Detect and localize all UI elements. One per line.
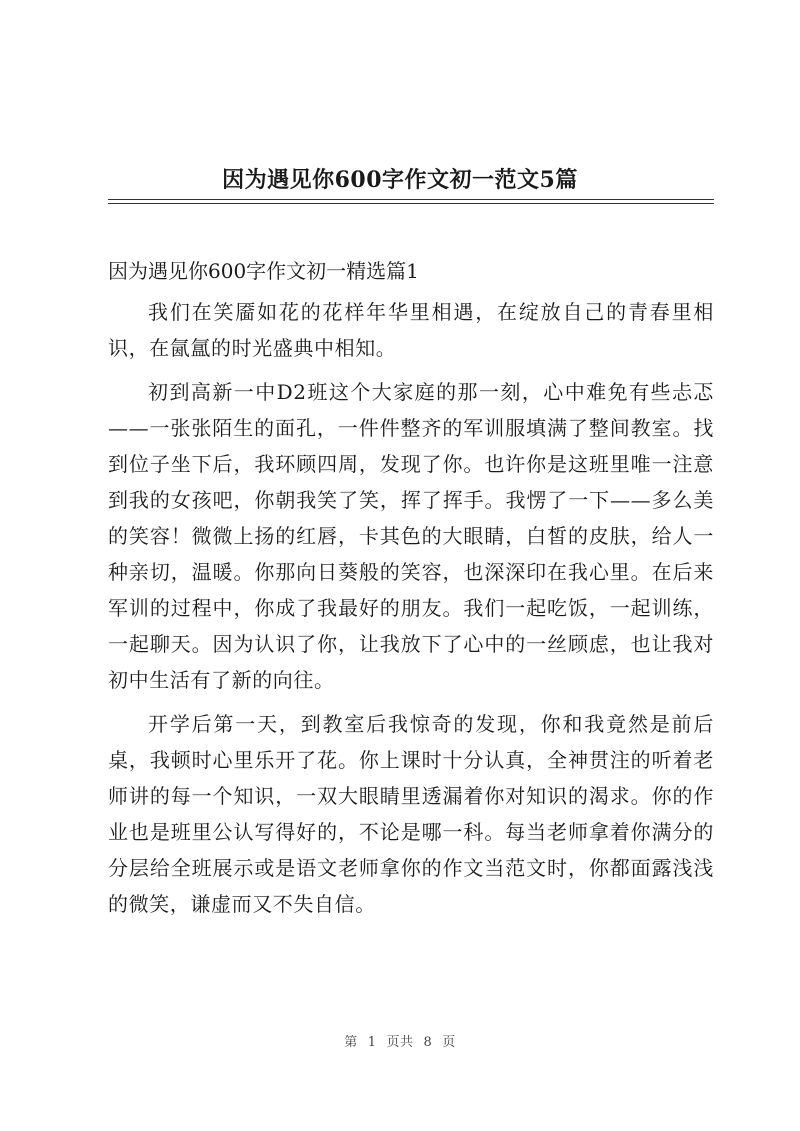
document-body bbox=[108, 253, 714, 930]
page-footer bbox=[0, 1031, 800, 1050]
section-heading: 因为遇见你600字作文初一精选篇1 bbox=[108, 259, 419, 283]
title-rule-top bbox=[108, 199, 714, 200]
paragraph-1: 我们在笑靥如花的花样年华里相遇，在绽放自己的青春里相识，在氤氲的时光盛典中相知。 bbox=[108, 300, 714, 360]
footer-middle: 页共 bbox=[386, 1035, 414, 1050]
document-title: 因为遇见你600字作文初一范文5篇 bbox=[222, 167, 578, 193]
footer-suffix: 页 bbox=[442, 1035, 456, 1050]
paragraph-3: 开学后第一天，到教室后我惊奇的发现，你和我竟然是前后桌，我顿时心里乐开了花。你上课时十分认真，全神贯注的听着老师讲的每一个知识，一双大眼睛里透漏着你对知识的渴求。你的作业也是班里公认写得好的，不论是哪一科。每当老师拿着你满分的分层给全班展示或是语文老师拿你的作文当范文时，你都面露浅浅的微笑，谦虚而又不失自信。 bbox=[108, 712, 714, 916]
title-rule-bottom bbox=[108, 203, 714, 204]
footer-page-number: 1 bbox=[367, 1035, 377, 1050]
footer-prefix: 第 bbox=[344, 1035, 358, 1050]
footer-total-pages: 8 bbox=[423, 1035, 433, 1050]
paragraph-2: 初到高新一中D2班这个大家庭的那一刻，心中难免有些忐忑——一张张陌生的面孔，一件件整齐的军训服填满了整间教室。找到位子坐下后，我环顾四周，发现了你。也许你是这班里唯一注意到我的女孩吧，你朝我笑了笑，挥了挥手。我愣了一下——多么美的笑容！微微上扬的红唇，卡其色的大眼睛，白皙的皮肤，给人一种亲切，温暖。你那向日葵般的笑容，也深深印在我心里。在后来军训的过程中，你成了我最好的朋友。我们一起吃饭，一起训练，一起聊天。因为认识了你，让我放下了心中的一丝顾虑，也让我对初中生活有了新的向往。 bbox=[108, 380, 714, 692]
